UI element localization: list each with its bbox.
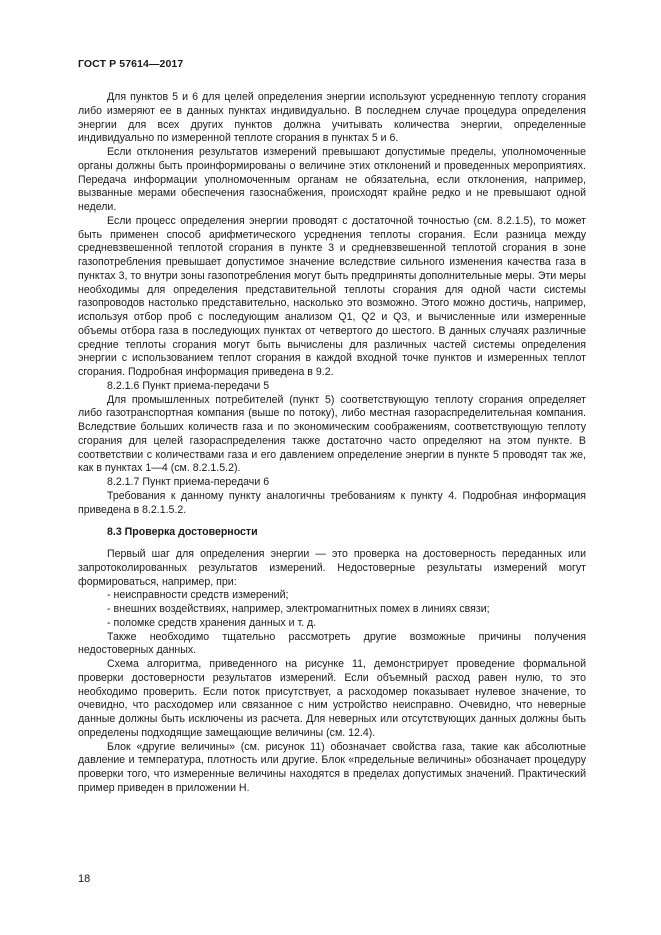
subsection-heading: 8.2.1.7 Пункт приема-передачи 6 <box>107 476 270 488</box>
paragraph: Если процесс определения энергии проводят с достаточной точностью (см. 8.2.1.5), то может быть применен способ арифметического усреднения теплоты сгорания. Если разница между средневзвешенной теплотой сгорания в пункте 3 и средневзвешенной теплотой сгорания в зоне газопотребления превышает допустимое значение вследствие сильного изменения качества газа в пунктах 3, то внутри зоны газопотребления могут быть предприняты дополнительные меры. Эти меры необходимы для определения представительной теплоты сгорания для одной части системы газопроводов настолько представительно, насколько это возможно. Этого можно достичь, например, используя отбор проб с последующим анализом Q1, Q2 и Q3, и вычисленные или измеренные объемы отбора газа в последующих пунктах от четвертого до шестого. В данных случаях различные средние теплоты сгорания могут быть вычислены для различных частей системы определения энергии с использованием теплот сгорания в каждой входной точке пунктов и измеренных теплот сгорания. Подробная информация приведена в 9.2. <box>78 214 586 378</box>
section-heading: 8.3 Проверка достоверности <box>107 526 258 539</box>
paragraph: Требования к данному пункту аналогичны требованиям к пункту 4. Подробная информация приведена в 8.2.1.5.2. <box>78 489 586 516</box>
paragraph: Схема алгоритма, приведенного на рисунке 11, демонстрирует проведение формальной проверки достоверности результатов измерений. Если объемный расход равен нулю, то это необходимо проверить. Если поток присутствует, а расходомер показывает нулевое значение, то очевидно, что расходомер или связанное с ним устройство неисправно. Очевидно, что неверные данные должны быть исключены из расчета. Для неверных или отсутствующих данных должны быть определены подходящие замещающие величины (см. 12.4). <box>78 658 586 739</box>
paragraph: Блок «другие величины» (см. рисунок 11) обозначает свойства газа, такие как абсолютные давление и температура, плотность или другие. Блок «предельные величины» обозначает процедуру проверки того, что измеренные величины находятся в пределах допустимых значений. Практический пример приведен в приложении Н. <box>78 740 586 794</box>
paragraph: Первый шаг для определения энергии — это проверка на достоверность переданных или запротоколированных результатов измерений. Недостоверные результаты измерений могут формироваться, например, при: <box>78 548 586 588</box>
page-number: 18 <box>78 873 91 885</box>
list-item: - поломке средств хранения данных и т. д. <box>107 616 317 629</box>
paragraph: Для пунктов 5 и 6 для целей определения энергии используют усредненную теплоту сгорания либо измеряют ее в данных пунктах индивидуально. В последнем случае процедура определения энергии для всех других пунктов должна учитывать количества энергии, определенные индивидуально по измеренной теплоте сгорания в пунктах 5 и 6. <box>78 91 586 145</box>
paragraph: Если отклонения результатов измерений превышают допустимые пределы, уполномоченные органы должны быть проинформированы о величине этих отклонений и проведенных мероприятиях. Передача информации уполномоченным органам не обязательна, если отклонения, например, вызванные мерами обеспечения газоснабжения, происходят крайне редко и не превышают одной недели. <box>78 146 586 213</box>
subsection-heading: 8.2.1.6 Пункт приема-передачи 5 <box>107 379 270 392</box>
list-item: - неисправности средств измерений; <box>107 589 289 602</box>
document-header: ГОСТ Р 57614—2017 <box>78 58 184 70</box>
paragraph: Также необходимо тщательно рассмотреть другие возможные причины получения недостоверных данных. <box>78 630 586 657</box>
list-item: - внешних воздействиях, например, электромагнитных помех в линиях связи; <box>107 603 490 615</box>
document-body <box>78 91 586 796</box>
paragraph: Для промышленных потребителей (пункт 5) соответствующую теплоту сгорания определяет либо газотранспортная компания (выше по потоку), либо местная газораспределительная компания. Вследствие больших количеств газа и по экономическим соображениям, соответствующую теплоту сгорания для целей газораспределения также достаточно часто определяют на этом пункте. В соответствии с количествами газа и его давлением определение энергии в пункте 5 проводят так же, как в пунктах 1—4 (см. 8.2.1.5.2). <box>78 393 586 475</box>
